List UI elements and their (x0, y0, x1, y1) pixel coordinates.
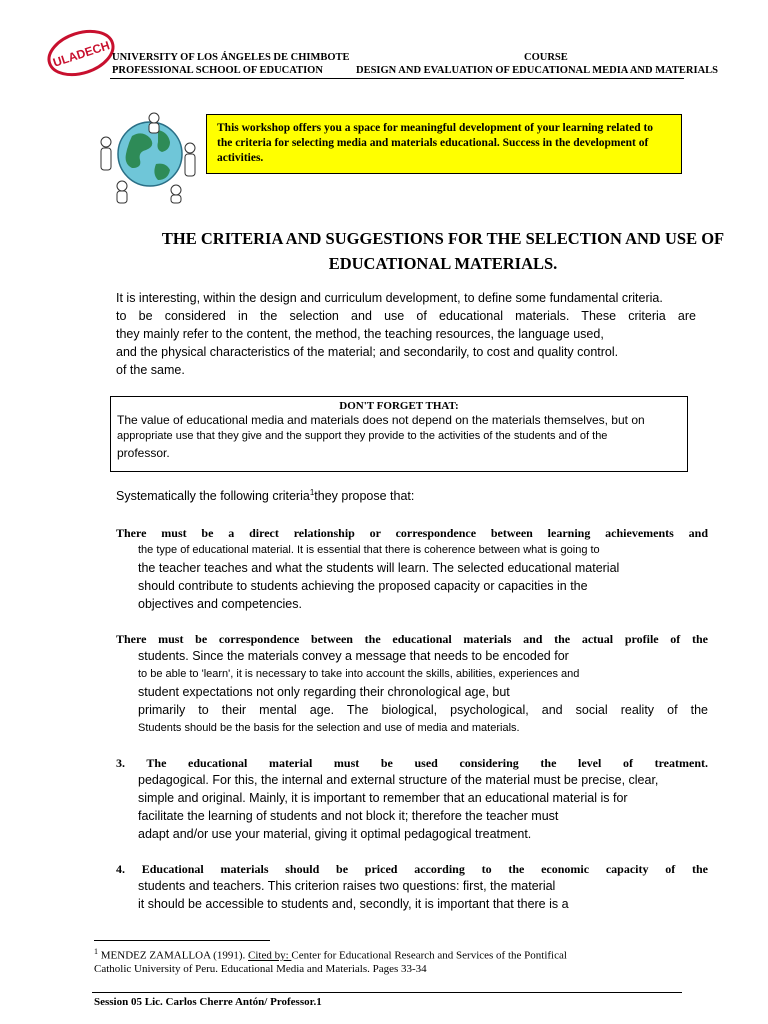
workshop-callout: This workshop offers you a space for meaningful development of your learning related to the criteria for selecting media and materials educational. Success in the development of activities. (206, 114, 682, 174)
note-line: professor. (117, 446, 170, 460)
criterion-line: primarily to their mental age. The biological, psychological, and social reality of the (138, 703, 708, 717)
footnote-line (94, 945, 694, 963)
intro-paragraph (116, 289, 706, 379)
criteria-intro-text: Systematically the following criteria (116, 489, 310, 504)
note-line: appropriate use that they give and the support they provide to the activities of the students and of the (117, 430, 608, 442)
footer-text: Session 05 Lic. Carlos Cherre Antón/ Professor. (94, 996, 317, 1008)
criterion-4-heading: 4. Educational materials should be priced according to the economic capacity of the (116, 862, 708, 876)
intro-line: It is interesting, within the design and curriculum development, to define some fundamental criteria. (116, 291, 663, 305)
criterion-3-body (138, 771, 708, 843)
criterion-3-heading: 3. The educational material must be used considering the level of treatment. (116, 756, 708, 770)
criterion-line: the type of educational material. It is essential that there is coherence between what is going to (138, 544, 600, 556)
criterion-line: Students should be the basis for the selection and use of media and materials. (138, 722, 520, 734)
school-name: PROFESSIONAL SCHOOL OF EDUCATION (112, 65, 323, 76)
note-heading: DON'T FORGET THAT: (339, 400, 459, 412)
course-name: DESIGN AND EVALUATION OF EDUCATIONAL MEDIA AND MATERIALS (356, 65, 719, 76)
page-footer (94, 996, 322, 1008)
uladech-logo (44, 28, 118, 78)
criterion-1-heading: There must be a direct relationship or correspondence between learning achievements and (116, 526, 708, 540)
criterion-line: students and teachers. This criterion raises two questions: first, the material (138, 879, 556, 893)
dont-forget-box (110, 396, 688, 472)
university-name: UNIVERSITY OF LOS ÁNGELES DE CHIMBOTE (112, 52, 350, 63)
intro-line: to be considered in the selection and use of educational materials. These criteria are (116, 309, 696, 323)
globe-people-icon (92, 108, 204, 204)
header-rule (110, 78, 684, 79)
page-number: 1 (316, 996, 322, 1008)
intro-line: they mainly refer to the content, the method, the teaching resources, the language used, (116, 327, 604, 341)
footnote-number: 1 (94, 947, 98, 956)
criteria-intro (116, 488, 414, 503)
criterion-line: students. Since the materials convey a message that needs to be encoded for (138, 649, 569, 663)
title-line-1: THE CRITERIA AND SUGGESTIONS FOR THE SELECTION AND USE OF (161, 229, 725, 248)
criterion-line: facilitate the learning of students and not block it; therefore the teacher must (138, 809, 559, 823)
logo-text: ULADECH (51, 38, 112, 70)
page-title (118, 226, 768, 276)
note-line: The value of educational media and materials does not depend on the materials themselves, but on (117, 413, 645, 427)
footnote-rule (94, 940, 270, 941)
criterion-line: pedagogical. For this, the internal and external structure of the material must be precise, clear, (138, 773, 659, 787)
title-line-2: EDUCATIONAL MATERIALS. (328, 254, 558, 273)
footer-rule (92, 992, 682, 993)
footnote-cited: Cited by: (248, 949, 292, 962)
criterion-line: objectives and competencies. (138, 597, 302, 611)
footnote-ref: 1 (309, 488, 315, 497)
criterion-2-body (138, 647, 708, 737)
footnote (94, 945, 694, 976)
criterion-2-heading: There must be correspondence between the educational materials and the actual profile of the (116, 632, 708, 646)
criteria-intro-text-2: they propose that: (314, 489, 415, 504)
criterion-line: should contribute to students achieving the proposed capacity or capacities in the (138, 579, 588, 593)
intro-line: of the same. (116, 363, 185, 377)
criterion-line: it should be accessible to students and, secondly, it is important that there is a (138, 897, 569, 911)
criterion-line: to be able to 'learn', it is necessary to take into account the skills, abilities, experiences and (138, 668, 580, 680)
footnote-line-2: Catholic University of Peru. Educational Media and Materials. Pages 33-34 (94, 962, 427, 975)
intro-line: and the physical characteristics of the material; and secondarily, to cost and quality control. (116, 345, 619, 359)
footnote-source: Center for Educational Research and Services of the Pontifical (291, 949, 567, 962)
criterion-4-body (138, 877, 708, 913)
criterion-1-body (138, 541, 708, 613)
criterion-line: the teacher teaches and what the students will learn. The selected educational material (138, 561, 620, 575)
course-label: COURSE (524, 52, 568, 63)
criterion-line: adapt and/or use your material, giving it optimal pedagogical treatment. (138, 827, 532, 841)
footnote-author: MENDEZ ZAMALLOA (1991). (98, 949, 249, 962)
criterion-line: student expectations not only regarding their chronological age, but (138, 685, 510, 699)
criterion-line: simple and original. Mainly, it is important to remember that an educational material is for (138, 791, 628, 805)
